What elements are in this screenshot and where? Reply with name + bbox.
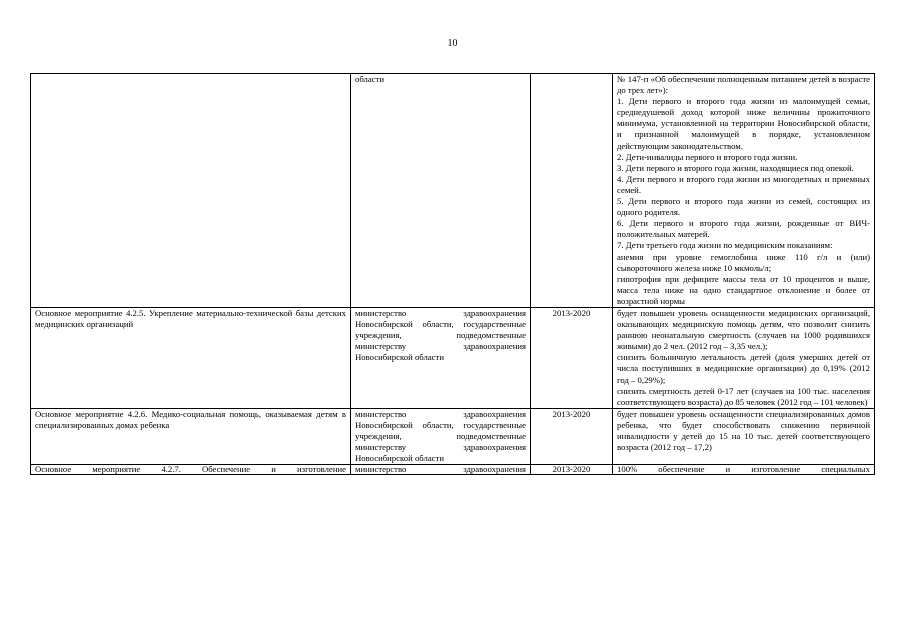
period-cell: 2013-2020 — [531, 465, 613, 475]
program-events-table — [30, 73, 875, 475]
page-number: 10 — [447, 38, 458, 49]
result-paragraph: снизить больничную летальность детей (доля умерших детей от числа поступивших в медицинские организации) до 0,19% (2012 год – 0,29%); — [617, 352, 870, 385]
executor-cell: министерство здравоохранения Новосибирской области, государственные учреждения, подведомственные министерству здравоохранения Новосибирской области — [351, 408, 531, 464]
result-paragraph: 2. Дети-инвалиды первого и второго года жизни. — [617, 151, 798, 162]
executor-cell: области — [351, 74, 531, 308]
result-cell: 100% обеспечение и изготовление специальных — [613, 465, 875, 475]
event-cell: Основное мероприятие 4.2.7. Обеспечение и изготовление — [31, 465, 351, 475]
event-cell — [31, 74, 351, 308]
result-paragraph: № 147-п «Об обеспечении полноценным питанием детей в возрасте до трех лет»): — [617, 74, 870, 96]
result-cell — [613, 74, 875, 308]
result-paragraph: 6. Дети первого и второго года жизни, рожденные от ВИЧ-положительных матерей. — [617, 218, 870, 240]
result-paragraph: 5. Дети первого и второго года жизни из семей, состоящих из одного родителя. — [617, 196, 870, 218]
period-cell: 2013-2020 — [531, 408, 613, 464]
executor-cell: министерство здравоохранения Новосибирской области, государственные учреждения, подведомственные министерству здравоохранения Новосибирской области — [351, 307, 531, 408]
result-paragraph: гипотрофия при дефиците массы тела от 10 процентов и выше, масса тела ниже на одно стандартное отклонение и более от возрастной нормы — [617, 273, 870, 306]
result-paragraph: 4. Дети первого и второго года жизни из многодетных и приемных семей. — [617, 173, 870, 195]
result-paragraph: 3. Дети первого и второго года жизни, находящиеся под опекой. — [617, 162, 854, 173]
result-cell — [613, 408, 875, 464]
result-paragraph: будет повышен уровень оснащенности специализированных домов ребенка, что будет способствовать снижению первичной инвалидности у детей до 15 на 10 тыс. детей соответствующего возраста (2012 год – 17,2) — [617, 408, 870, 453]
table-row — [31, 74, 875, 308]
result-paragraph: будет повышен уровень оснащенности медицинских организаций, оказывающих медицинскую помощь детям, что позволит снизить раннюю неонатальную смертность (случаев на 1000 родившихся живыми) до 2 чел. (2012 год – 3,35 чел.); — [617, 307, 870, 352]
event-cell: Основное мероприятие 4.2.6. Медико-социальная помощь, оказываемая детям в специализированных домах ребенка — [31, 408, 351, 464]
table-row — [31, 307, 875, 408]
result-paragraph: 7. Дети третьего года жизни по медицинским показаниям: — [617, 240, 833, 251]
table-row — [31, 408, 875, 464]
period-cell — [531, 74, 613, 308]
table-row — [31, 465, 875, 475]
period-cell: 2013-2020 — [531, 307, 613, 408]
result-cell — [613, 307, 875, 408]
result-paragraph: снизить смертность детей 0-17 лет (случаев на 100 тыс. населения соответствующего возраста) до 85 человек (2012 год – 101 человек) — [617, 385, 870, 407]
result-paragraph: анемия при уровне гемоглобина ниже 110 г/л и (или) сывороточного железа ниже 10 мкмоль/л; — [617, 251, 870, 273]
event-cell: Основное мероприятие 4.2.5. Укрепление материально-технической базы детских медицинских организаций — [31, 307, 351, 408]
result-paragraph: 1. Дети первого и второго года жизни из малоимущей семьи, среднедушевой доход которой ниже величины прожиточного минимума, установленной на территории Новосибирской области, и признанной малоимущей в порядке, установленном действующим законодательством. — [617, 96, 870, 151]
executor-cell: министерство здравоохранения — [351, 465, 531, 475]
